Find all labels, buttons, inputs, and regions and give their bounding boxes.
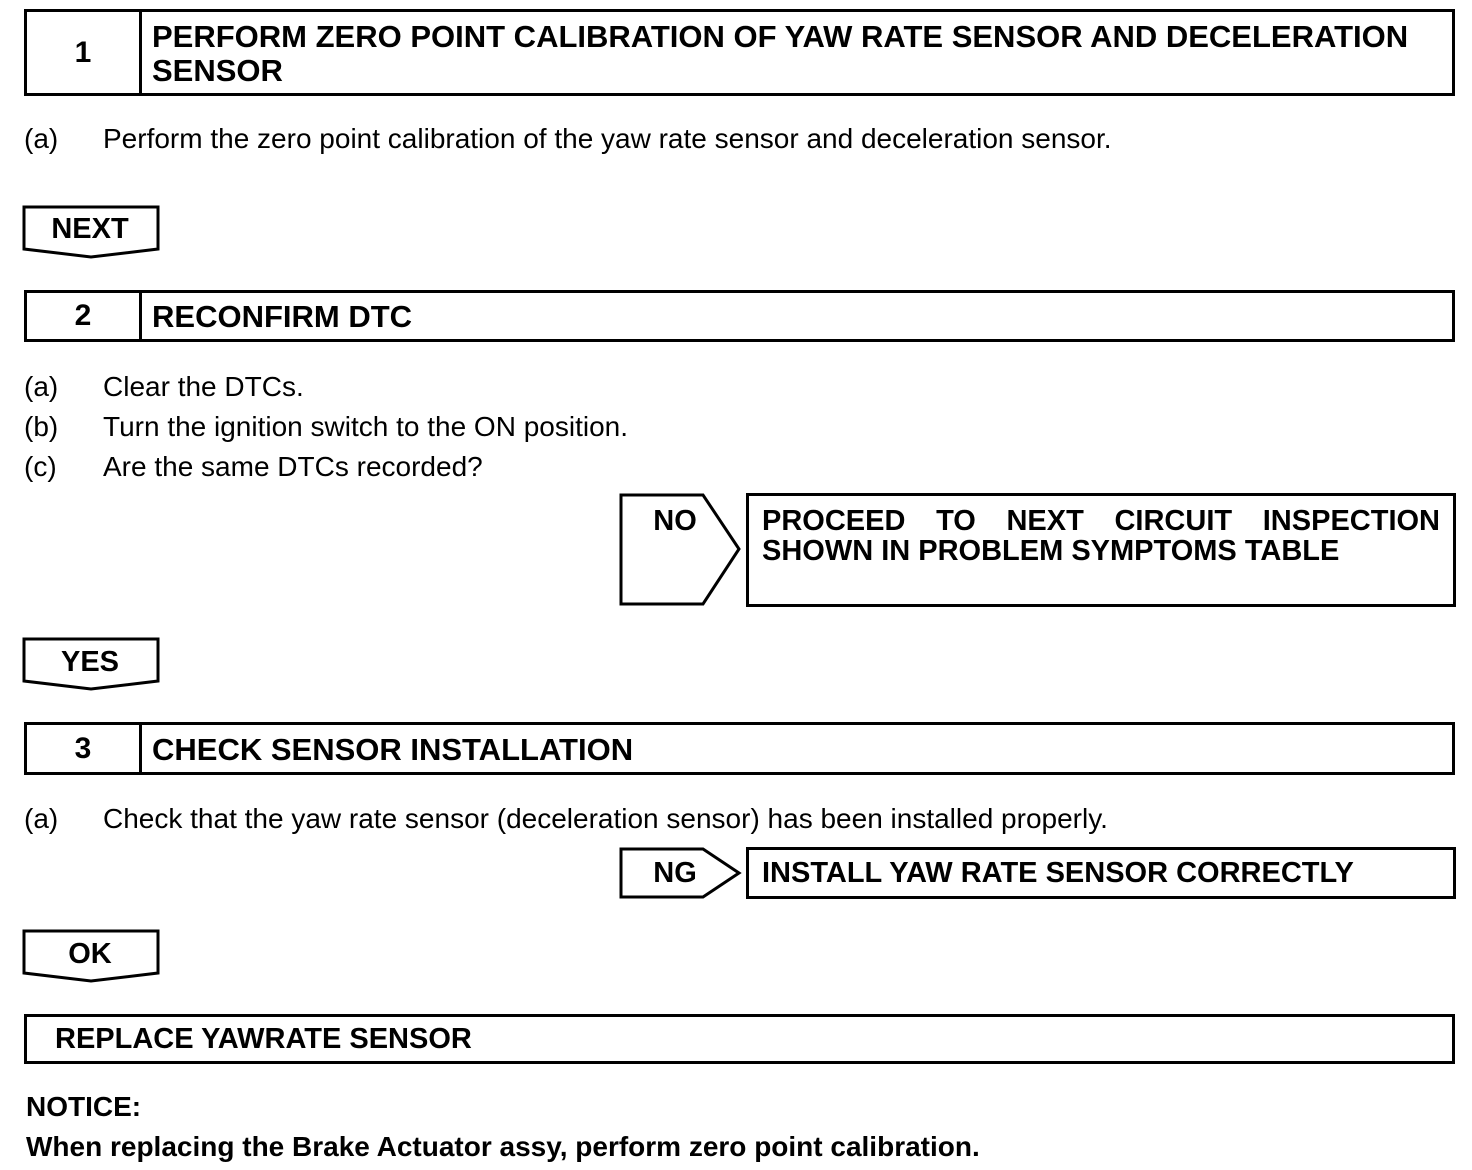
step-3-number: 3	[27, 725, 142, 772]
item-text: Clear the DTCs.	[103, 371, 304, 402]
next-label: NEXT	[51, 213, 129, 245]
item-text: Turn the ignition switch to the ON position.	[103, 411, 628, 442]
item-label: (b)	[24, 411, 59, 442]
step-2-header	[24, 290, 1455, 342]
step-2-number: 2	[27, 293, 142, 339]
notice-text: When replacing the Brake Actuator assy, perform zero point calibration.	[26, 1131, 980, 1162]
no-branch-result-text: PROCEED TO NEXT CIRCUIT INSPECTION SHOWN IN PROBLEM SYMPTOMS TABLE	[762, 505, 1440, 567]
step-1-header	[24, 9, 1455, 96]
ok-label: OK	[68, 938, 112, 970]
no-branch-label: NO	[653, 505, 697, 537]
ng-branch-label: NG	[653, 857, 697, 889]
final-action-box	[24, 1014, 1455, 1064]
final-action-text: REPLACE YAWRATE SENSOR	[55, 1023, 472, 1055]
step-3-header	[24, 722, 1455, 775]
item-text: Check that the yaw rate sensor (deceleration sensor) has been installed properly.	[103, 803, 1108, 834]
step-1-title: PERFORM ZERO POINT CALIBRATION OF YAW RATE SENSOR AND DECELERATION SENSOR	[152, 19, 1409, 88]
item-label: (a)	[24, 123, 59, 154]
item-label: (c)	[24, 451, 57, 482]
no-branch-result	[746, 493, 1456, 607]
item-label: (a)	[24, 803, 59, 834]
notice-heading: NOTICE:	[26, 1091, 142, 1122]
yes-label: YES	[60, 646, 120, 678]
step-1-number: 1	[27, 12, 142, 93]
item-label: (a)	[24, 371, 59, 402]
ng-branch-result	[746, 847, 1456, 899]
ng-branch-result-text: INSTALL YAW RATE SENSOR CORRECTLY	[762, 857, 1354, 889]
item-text: Are the same DTCs recorded?	[103, 451, 483, 482]
item-text: Perform the zero point calibration of the yaw rate sensor and deceleration sensor.	[103, 123, 1112, 154]
step-2-title: RECONFIRM DTC	[152, 299, 413, 334]
step-3-title: CHECK SENSOR INSTALLATION	[152, 732, 634, 767]
